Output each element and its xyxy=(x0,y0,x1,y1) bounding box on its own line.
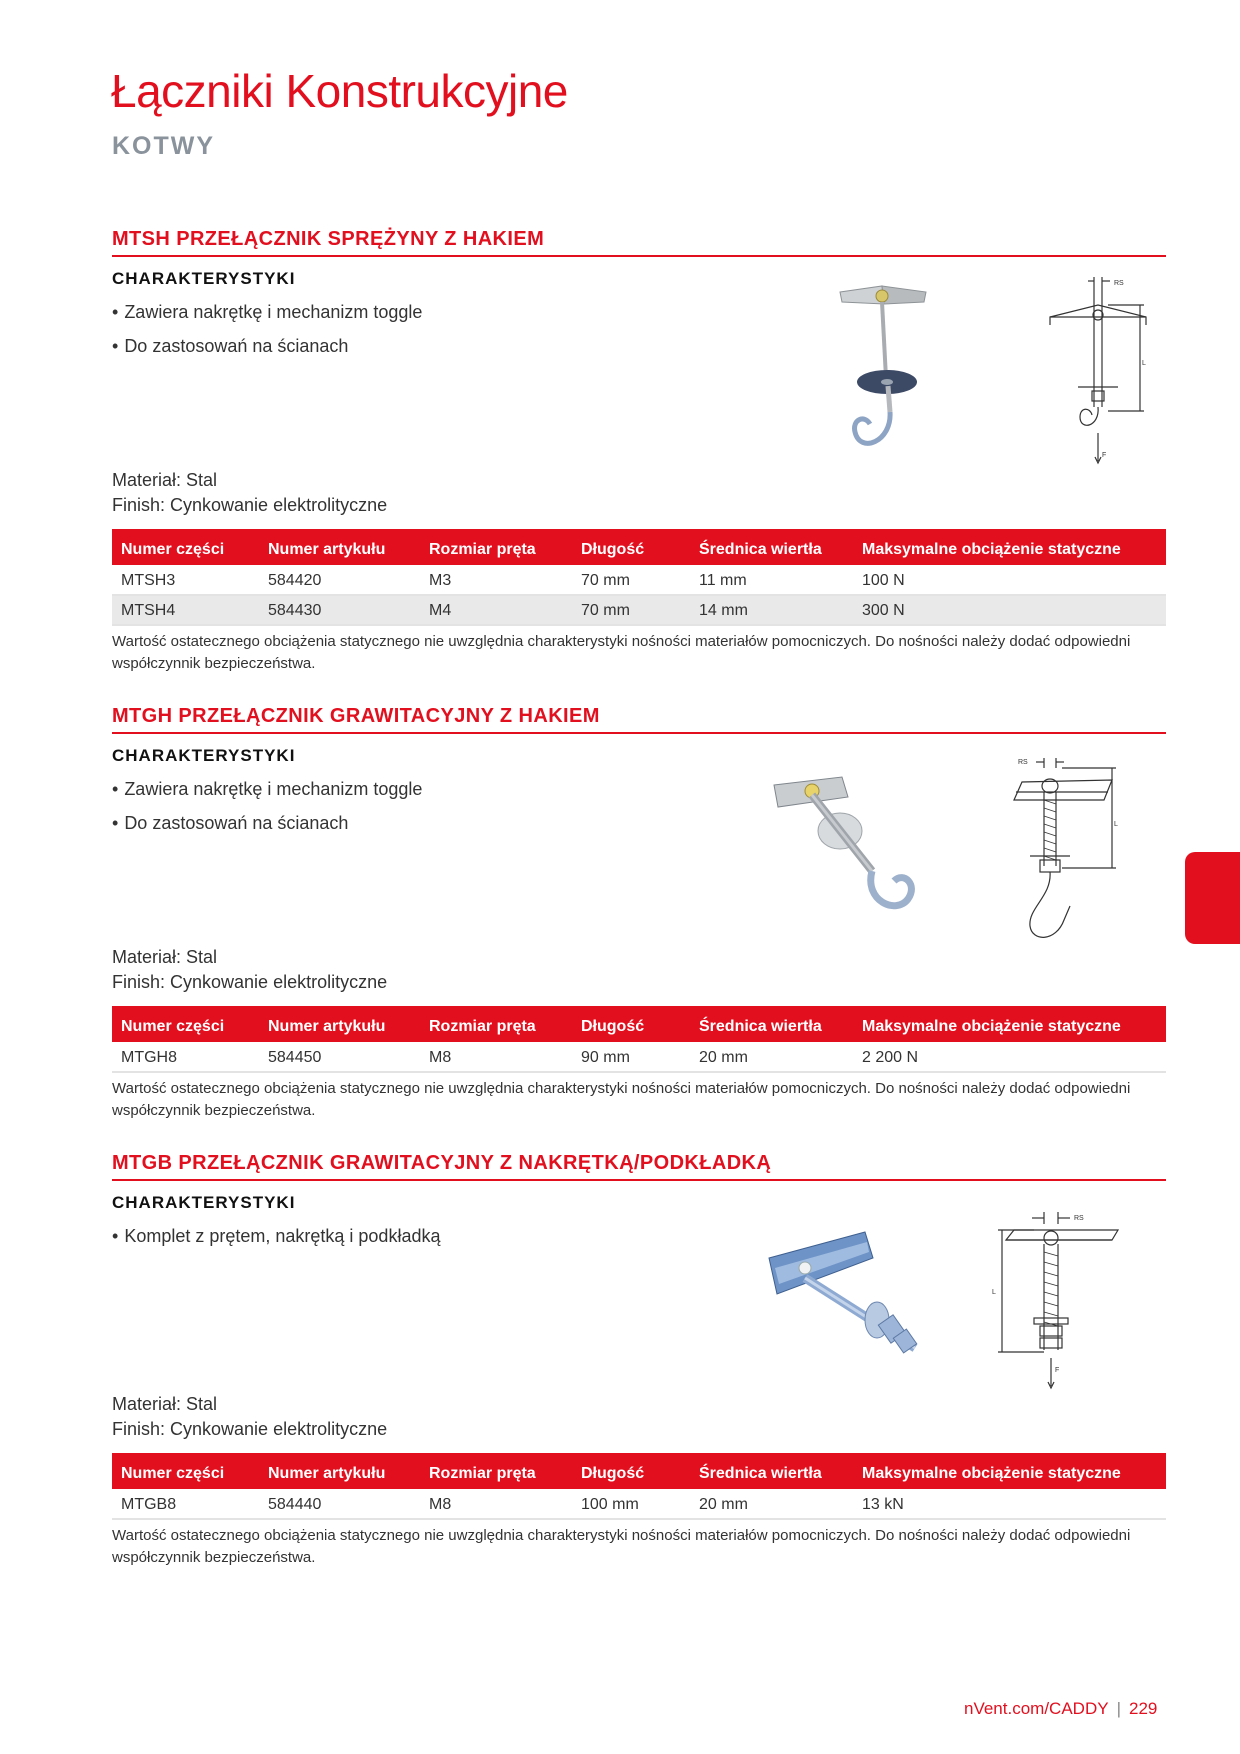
characteristics-heading: CHARAKTERYSTYKI xyxy=(112,269,296,288)
table-cell: 100 mm xyxy=(572,1489,690,1519)
section-tab-marker xyxy=(1185,852,1240,944)
material-info xyxy=(112,945,387,995)
col-header: Długość xyxy=(572,1006,690,1042)
table-cell: 14 mm xyxy=(690,595,853,625)
section-title: MTGB PRZEŁĄCZNIK GRAWITACYJNY Z NAKRĘTKĄ/PODKŁADKĄ xyxy=(112,1152,1166,1181)
page-number: 229 xyxy=(1128,1699,1158,1718)
material-text: Materiał: Stal xyxy=(112,947,218,967)
table-row xyxy=(112,565,1166,595)
table-row xyxy=(112,1489,1166,1519)
rs-label: RS xyxy=(1018,759,1028,766)
col-header: Maksymalne obciążenie statyczne xyxy=(853,1453,1166,1489)
col-header: Długość xyxy=(572,1453,690,1489)
spec-table xyxy=(112,529,1166,626)
rs-label: RS xyxy=(1114,280,1124,287)
table-cell: 584420 xyxy=(259,565,420,595)
table-cell: M8 xyxy=(420,1042,572,1072)
table-cell: 584450 xyxy=(259,1042,420,1072)
col-header: Numer artykułu xyxy=(259,1006,420,1042)
feature-list xyxy=(112,301,1166,369)
load-note: Wartość ostatecznego obciążenia statycznego nie uwzględnia charakterystyki nośności materiałów pomocniczych. Do nośności należy dodać odpowiedni współczynnik bezpieczeństwa. xyxy=(112,633,1131,672)
material-info xyxy=(112,468,387,518)
col-header: Rozmiar pręta xyxy=(420,1453,572,1489)
col-header: Długość xyxy=(572,529,690,565)
col-header: Maksymalne obciążenie statyczne xyxy=(853,529,1166,565)
force-label: F xyxy=(1055,1367,1060,1374)
mtgh-technical-drawing xyxy=(1010,756,1122,938)
material-info xyxy=(112,1392,387,1442)
table-cell: MTGB8 xyxy=(112,1489,259,1519)
table-cell: 70 mm xyxy=(572,565,690,595)
table-cell: 20 mm xyxy=(690,1042,853,1072)
mtgb-product-photo xyxy=(765,1228,935,1366)
mtgb-technical-drawing xyxy=(988,1210,1124,1390)
feature-item: • Do zastosowań na ścianach xyxy=(112,812,1166,846)
table-cell: 584430 xyxy=(259,595,420,625)
feature-item: • Zawiera nakrętkę i mechanizm toggle xyxy=(112,778,1166,812)
finish-text: Finish: Cynkowanie elektrolityczne xyxy=(112,972,388,992)
table-row xyxy=(112,595,1166,625)
characteristics-heading: CHARAKTERYSTYKI xyxy=(112,1193,296,1212)
feature-item: • Komplet z prętem, nakrętką i podkładką xyxy=(112,1225,1166,1259)
section-mtsh xyxy=(112,228,1166,672)
table-cell: M4 xyxy=(420,595,572,625)
col-header: Średnica wiertła xyxy=(690,1006,853,1042)
col-header: Numer artykułu xyxy=(259,1453,420,1489)
table-header-row xyxy=(112,1006,1166,1042)
finish-text: Finish: Cynkowanie elektrolityczne xyxy=(112,495,388,515)
table-cell: M3 xyxy=(420,565,572,595)
col-header: Rozmiar pręta xyxy=(420,1006,572,1042)
page-title: Łączniki Konstrukcyjne xyxy=(111,65,568,117)
col-header: Średnica wiertła xyxy=(690,1453,853,1489)
col-header: Numer części xyxy=(112,1006,259,1042)
force-label: F xyxy=(1102,452,1107,459)
page-subtitle: KOTWY xyxy=(112,132,216,160)
footer-separator: | xyxy=(1116,1699,1121,1718)
col-header: Numer artykułu xyxy=(259,529,420,565)
table-cell: 584440 xyxy=(259,1489,420,1519)
section-mtgh xyxy=(112,705,1166,1119)
section-title: MTGH PRZEŁĄCZNIK GRAWITACYJNY Z HAKIEM xyxy=(112,705,1166,734)
table-cell: 13 kN xyxy=(853,1489,1166,1519)
mtsh-product-photo xyxy=(830,282,950,457)
table-cell: MTSH4 xyxy=(112,595,259,625)
length-label: L xyxy=(1114,821,1118,828)
feature-list xyxy=(112,778,1166,846)
spec-table xyxy=(112,1006,1166,1073)
section-title: MTSH PRZEŁĄCZNIK SPRĘŻYNY Z HAKIEM xyxy=(112,228,1166,257)
table-cell: 11 mm xyxy=(690,565,853,595)
load-note: Wartość ostatecznego obciążenia statycznego nie uwzględnia charakterystyki nośności materiałów pomocniczych. Do nośności należy dodać odpowiedni współczynnik bezpieczeństwa. xyxy=(112,1527,1131,1566)
load-note: Wartość ostatecznego obciążenia statycznego nie uwzględnia charakterystyki nośności materiałów pomocniczych. Do nośności należy dodać odpowiedni współczynnik bezpieczeństwa. xyxy=(112,1080,1131,1119)
footer-link[interactable]: nVent.com/CADDY xyxy=(964,1699,1109,1718)
col-header: Rozmiar pręta xyxy=(420,529,572,565)
material-text: Materiał: Stal xyxy=(112,470,218,490)
table-cell: 20 mm xyxy=(690,1489,853,1519)
table-cell: 90 mm xyxy=(572,1042,690,1072)
spec-table xyxy=(112,1453,1166,1520)
feature-item: • Zawiera nakrętkę i mechanizm toggle xyxy=(112,301,1166,335)
col-header: Numer części xyxy=(112,1453,259,1489)
col-header: Numer części xyxy=(112,529,259,565)
table-cell: 300 N xyxy=(853,595,1166,625)
mtsh-technical-drawing xyxy=(1048,275,1160,465)
table-cell: M8 xyxy=(420,1489,572,1519)
table-cell: MTGH8 xyxy=(112,1042,259,1072)
col-header: Maksymalne obciążenie statyczne xyxy=(853,1006,1166,1042)
table-cell: 2 200 N xyxy=(853,1042,1166,1072)
table-header-row xyxy=(112,529,1166,565)
table-row xyxy=(112,1042,1166,1072)
page-footer xyxy=(964,1699,1157,1719)
finish-text: Finish: Cynkowanie elektrolityczne xyxy=(112,1419,388,1439)
table-cell: 70 mm xyxy=(572,595,690,625)
length-label: L xyxy=(992,1289,996,1296)
rs-label: RS xyxy=(1074,1215,1084,1222)
mtgh-product-photo xyxy=(768,775,938,925)
material-text: Materiał: Stal xyxy=(112,1394,218,1414)
table-cell: 100 N xyxy=(853,565,1166,595)
characteristics-heading: CHARAKTERYSTYKI xyxy=(112,746,296,765)
feature-item: • Do zastosowań na ścianach xyxy=(112,335,1166,369)
table-cell: MTSH3 xyxy=(112,565,259,595)
col-header: Średnica wiertła xyxy=(690,529,853,565)
table-header-row xyxy=(112,1453,1166,1489)
length-label: L xyxy=(1142,360,1146,367)
